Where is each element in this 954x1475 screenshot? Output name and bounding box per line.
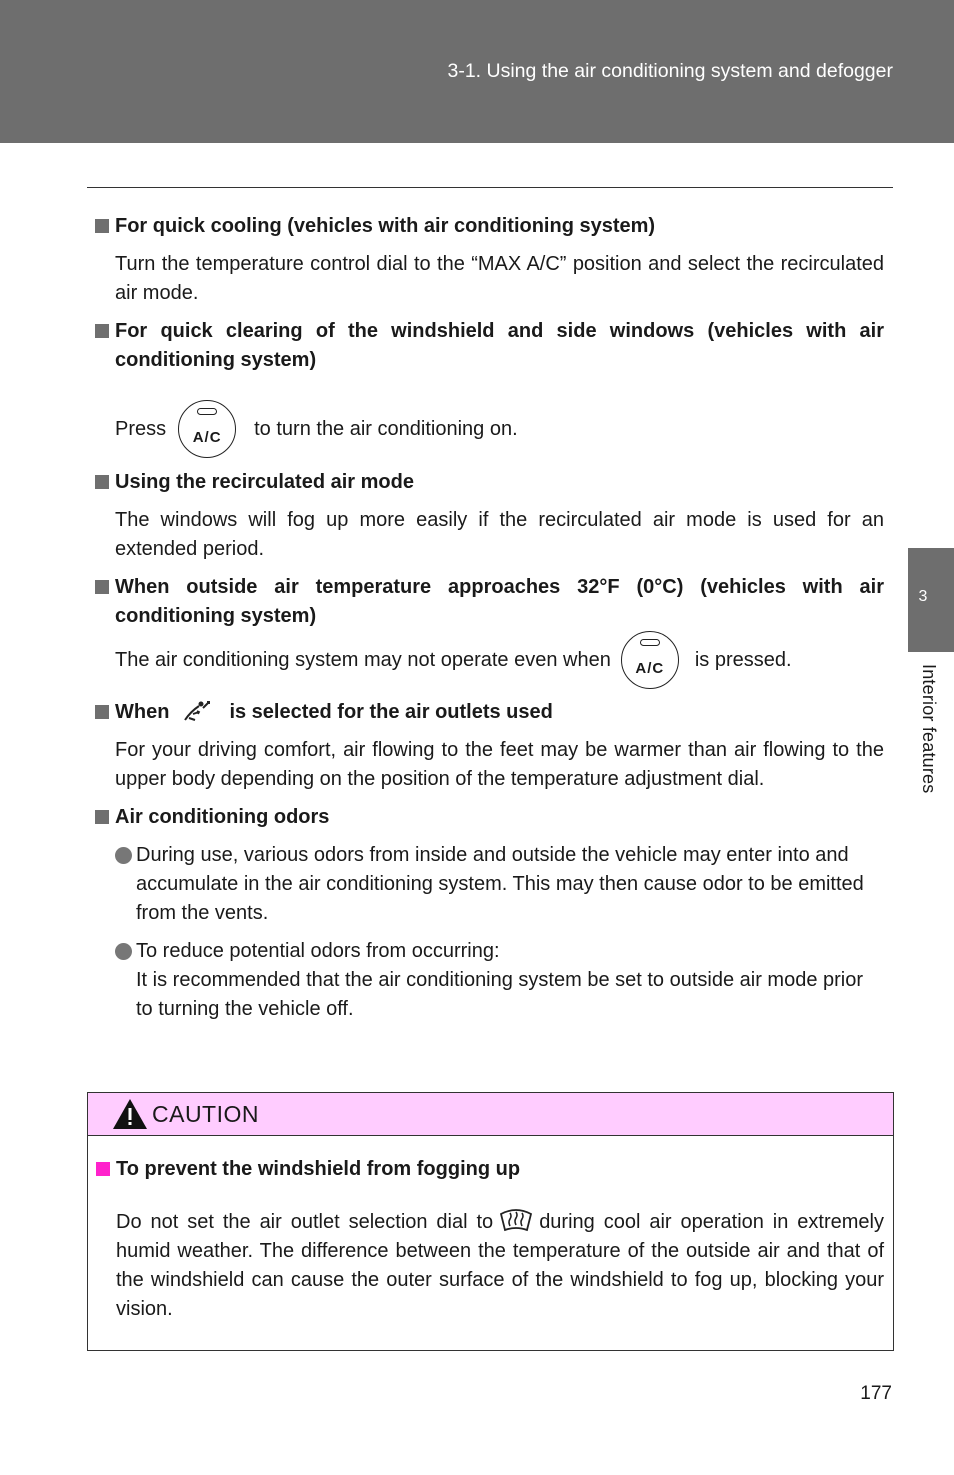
section-heading: Air conditioning odors: [115, 806, 330, 828]
caution-body: Do not set the air outlet selection dial to: [116, 1211, 494, 1233]
press-text: Press: [115, 417, 167, 440]
section-heading: For quick clearing of the windshield and side windows (vehicles with air conditioning system): [115, 320, 884, 371]
section-odors: [95, 803, 884, 1024]
section-quick-clearing: [95, 317, 884, 459]
feet-windshield-outlet-icon: [179, 700, 215, 722]
square-bullet-icon: [95, 324, 109, 338]
section-body-after: is pressed.: [694, 648, 792, 671]
chapter-number: 3: [918, 588, 928, 605]
square-bullet-icon: [95, 580, 109, 594]
section-body: The windows will fog up more easily if the recirculated air mode is used for an extended period.: [115, 509, 884, 560]
square-bullet-icon: [96, 1162, 110, 1176]
square-bullet-icon: [95, 475, 109, 489]
section-body: For your driving comfort, air flowing to the feet may be warmer than air flowing to the upper body depending on the position of the temperature adjustment dial.: [115, 739, 884, 790]
main-content: [95, 212, 884, 1033]
page-number: 177: [860, 1383, 892, 1404]
caution-header: [88, 1093, 893, 1136]
page-header: [0, 0, 954, 143]
caution-heading: To prevent the windshield from fogging up: [116, 1158, 521, 1180]
square-bullet-icon: [95, 219, 109, 233]
press-after-text: to turn the air conditioning on.: [254, 417, 518, 440]
chapter-label: Interior features: [919, 664, 939, 794]
section-heading: For quick cooling (vehicles with air conditioning system): [115, 215, 656, 237]
section-heading: When outside air temperature approaches 32°F (0°C) (vehicles with air conditioning system): [115, 576, 884, 627]
section-heading-after: is selected for the air outlets used: [229, 701, 553, 723]
caution-title: CAUTION: [152, 1100, 259, 1127]
windshield-defroster-icon: [499, 1206, 533, 1234]
ac-button-label: A/C: [635, 660, 665, 677]
square-bullet-icon: [95, 705, 109, 719]
section-heading: Using the recirculated air mode: [115, 471, 414, 493]
section-body: The air conditioning system may not operate even when: [115, 648, 611, 671]
section-outlets: [95, 698, 884, 794]
list-item: During use, various odors from inside and outside the vehicle may enter into and accumulate in the air conditioning system. This may then cause odor to be emitted from the vents.: [115, 841, 884, 928]
top-rule: [87, 187, 893, 188]
section-heading: When: [115, 701, 170, 723]
circle-bullet-icon: [115, 943, 132, 960]
section-outside-temp: [95, 573, 884, 689]
list-item: To reduce potential odors from occurring: It is recommended that the air conditioning system be set to outside air mode prior to turning the vehicle off.: [115, 937, 884, 1024]
section-body: Turn the temperature control dial to the “MAX A/C” position and select the recirculated air mode.: [115, 253, 884, 304]
section-quick-cooling: [95, 212, 884, 308]
caution-body-after: during cool air operation in extremely humid weather. The difference between the temperature of the outside air and that of the windshield can cause the outer surface of the windshield to fog up, blocking your vision.: [116, 1211, 884, 1320]
caution-box: [87, 1092, 894, 1351]
circle-bullet-icon: [115, 847, 132, 864]
warning-triangle-icon: [112, 1098, 148, 1130]
section-recirculated: [95, 468, 884, 564]
ac-button-icon: [621, 631, 679, 689]
ac-button-label: A/C: [192, 429, 222, 446]
chapter-tab: [908, 548, 954, 652]
square-bullet-icon: [95, 810, 109, 824]
header-title: 3-1. Using the air conditioning system and defogger: [447, 60, 893, 82]
ac-button-icon: [178, 400, 236, 458]
